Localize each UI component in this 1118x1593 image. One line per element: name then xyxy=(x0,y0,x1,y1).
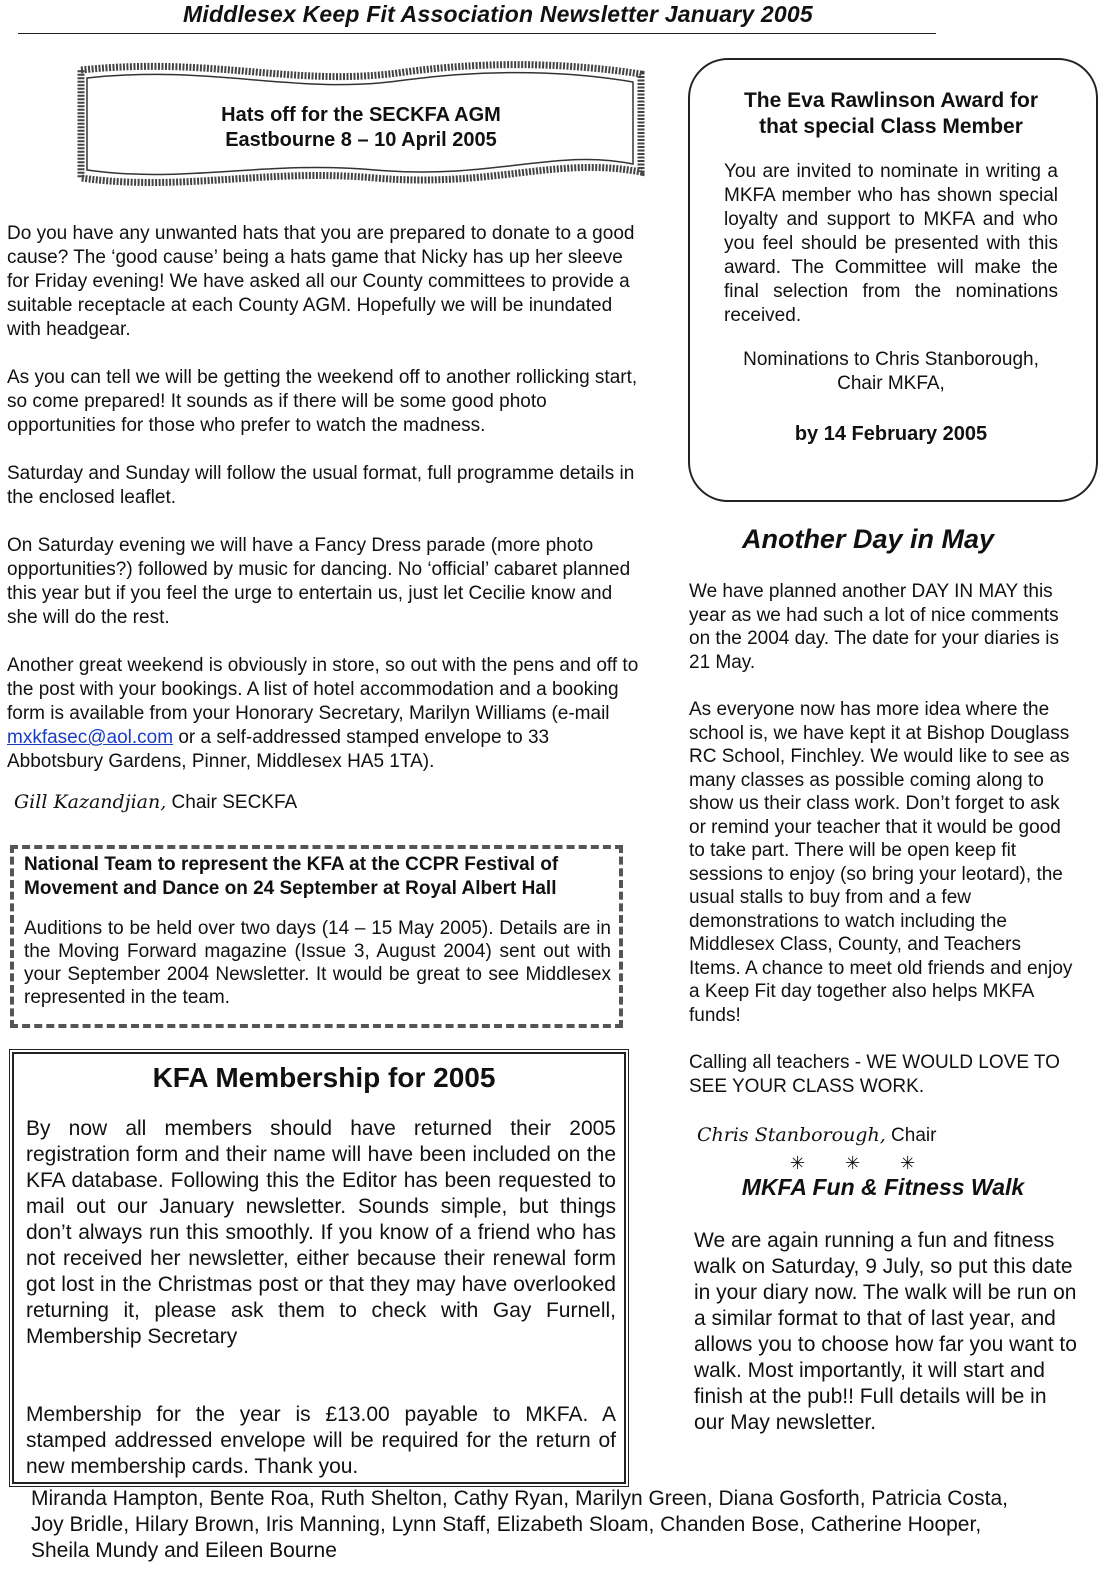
masthead-rule xyxy=(18,33,936,34)
award-deadline: by 14 February 2005 xyxy=(794,423,988,445)
hats-banner-title xyxy=(75,103,647,153)
membership-title: KFA Membership for 2005 xyxy=(152,1062,496,1093)
newsletter-masthead: Middlesex Keep Fit Association Newsletter January 2005 xyxy=(183,1,813,27)
seckfa-signature xyxy=(14,790,297,815)
award-title: The Eva Rawlinson Award for that special Class Member xyxy=(743,89,1039,138)
national-team-body: Auditions to be held over two days (14 – 15 May 2005). Details are in the Moving Forward magazine (Issue 3, August 2004) sent out with your September 2004 Newsletter. It would be great to see Middlesex represented in the team. xyxy=(24,918,611,1008)
hats-banner-line1: Hats off for the SECKFA AGM xyxy=(221,104,501,126)
secretary-email-link[interactable]: mxkfasec@aol.com xyxy=(7,727,174,748)
hats-banner xyxy=(75,60,647,190)
hats-paragraph-2: As you can tell we will be getting the weekend off to another rollicking start, so come prepared! It sounds as if there will be some good photo opportunities for those who prefer to watch the madness. xyxy=(7,367,638,436)
hats-paragraph-3: Saturday and Sunday will follow the usual format, full programme details in the enclosed leaflet. xyxy=(7,463,635,508)
hats-paragraph-1: Do you have any unwanted hats that you are prepared to donate to a good cause? The ‘good cause’ being a hats game that Nicky has up her sleeve for Friday evening! We have asked all our County committees to provide a suitable receptacle at each County AGM. Hopefully we will be inundated with headgear. xyxy=(7,223,635,340)
day-in-may-article xyxy=(689,580,1074,1122)
national-team-box xyxy=(10,845,623,1028)
hats-paragraph-4: On Saturday evening we will have a Fancy Dress parade (more photo opportunities?) followed by music for dancing. No ‘official’ cabaret planned this year but if you feel the urge to entertain us, just let Cecilie know and she will do the rest. xyxy=(7,535,631,628)
section-divider-stars: ✳ ✳ ✳ xyxy=(790,1153,916,1173)
hats-article xyxy=(7,222,647,798)
hats-p5-text-before: Another great weekend is obviously in store, so out with the pens and off to the post with your bookings. A list of hotel accommodation and a booking form is available from your Honorary Secretary, Marilyn Williams (e-mail xyxy=(7,655,639,724)
national-team-title: National Team to represent the KFA at the CCPR Festival of Movement and Dance on 24 September at Royal Albert Hall xyxy=(24,854,559,899)
walk-title: MKFA Fun & Fitness Walk xyxy=(741,1174,1025,1200)
signature-chris: Chris Stanborough, xyxy=(697,1124,886,1146)
signature-gill: Gill Kazandjian, xyxy=(14,791,167,813)
award-body: You are invited to nominate in writing a MKFA member who has shown special loyalty and support to MKFA and who you feel should be presented with this award. The Committee will make the final selection from the nominations received. xyxy=(724,161,1058,326)
day-paragraph-3: Calling all teachers - WE WOULD LOVE TO SEE YOUR CLASS WORK. xyxy=(689,1052,1060,1097)
signature-role-chair: Chair xyxy=(885,1125,937,1146)
hats-p5-text-after: or a self-addressed stamped envelope to 33 Abbotsbury Gardens, Pinner, Middlesex HA5 1TA). xyxy=(7,727,550,772)
signature-role-seckfa: Chair SECKFA xyxy=(166,792,298,813)
membership-paragraph-2: Membership for the year is £13.00 payable to MKFA. A stamped addressed envelope will be required for the return of new membership cards. Thank you. xyxy=(26,1403,616,1478)
walk-body: We are again running a fun and fitness walk on Saturday, 9 July, so put this date in your diary now. The walk will be run on a similar format to that of last year, and allows you to choose how far you want to walk. Most importantly, it will start and finish at the pub!! Full details will be in our May newsletter. xyxy=(694,1229,1077,1434)
award-box xyxy=(688,58,1098,502)
day-paragraph-2: As everyone now has more idea where the school is, we have kept it at Bishop Douglass RC School, Finchley. We would like to see as many classes as possible coming along to show us their class work. Don’t forget to ask or remind your teacher that it would be good to take part. There will be open keep fit sessions to enjoy (so bring your leotard), the usual stalls to buy from and a few demonstrations to watch including the Middlesex Class, County, and Teachers Items. A chance to meet old friends and enjoy a Keep Fit day together also helps MKFA funds! xyxy=(689,699,1073,1026)
hats-paragraph-5 xyxy=(7,654,647,774)
membership-box xyxy=(12,1052,626,1484)
day-paragraph-1: We have planned another DAY IN MAY this year as we had such a lot of nice comments on the 2004 day. The date for your diaries is 21 May. xyxy=(689,581,1060,673)
hats-banner-line2: Eastbourne 8 – 10 April 2005 xyxy=(225,129,497,151)
day-in-may-title: Another Day in May xyxy=(741,524,995,554)
membership-paragraph-1: By now all members should have returned their 2005 registration form and their name will have been included on the KFA database. Following this the Editor has been requested to mail out our January newsletter. Sounds simple, but things don’t always run this smoothly. If you know of a friend who has not received her newsletter, either because their renewal form got lost in the Christmas post or that they may have overlooked returning it, please ask them to check with Gay Furnell, Membership Secretary xyxy=(26,1117,616,1348)
award-nominations: Nominations to Chris Stanborough, Chair MKFA, xyxy=(743,349,1039,394)
names-footer: Miranda Hampton, Bente Roa, Ruth Shelton, Cathy Ryan, Marilyn Green, Diana Gosforth, Patricia Costa, Joy Bridle, Hilary Brown, Iris Manning, Lynn Staff, Elizabeth Sloam, Chanden Bose, Catherine Hooper, Sheila Mundy and Eileen Bourne xyxy=(31,1487,1008,1562)
chris-signature xyxy=(697,1123,936,1148)
